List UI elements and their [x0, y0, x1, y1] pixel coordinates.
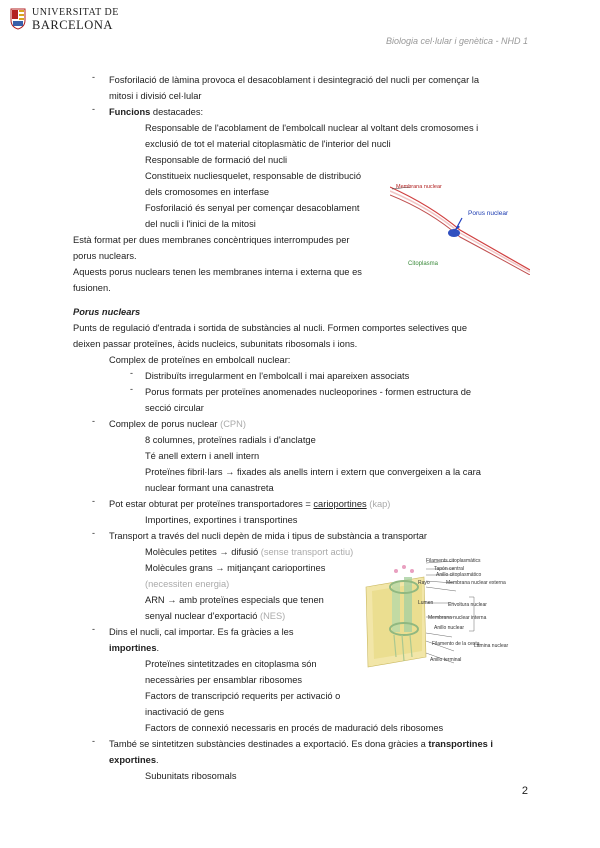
text-line: Responsable de l'acoblament de l'embolcall nuclear al voltant dels cromosomes i: [145, 123, 479, 133]
text-line: També se sintetitzen substàncies destinades a exportació. Es dona gràcies a transportines i: [109, 739, 493, 749]
carioportines-link: carioportines: [313, 499, 367, 509]
pore-complex-figure: [364, 557, 534, 687]
membrane-diagram: [390, 175, 530, 275]
bullet-dash: -: [92, 416, 95, 426]
text-line: secció circular: [145, 403, 204, 413]
text-line: Molècules petites → difusió (sense transport actiu): [145, 547, 354, 557]
bullet-dash: -: [130, 368, 133, 378]
text-line: Proteïnes fibril·lars → fixades als anells intern i extern que convergeixen a la cara: [145, 467, 481, 477]
text-line: porus nuclears.: [73, 251, 137, 261]
text-line: nuclear formant una canastreta: [145, 483, 274, 493]
text-line: Subunitats ribosomals: [145, 771, 237, 781]
section-title: Porus nuclears: [73, 307, 141, 317]
text-line: Factors de transcripció requerits per activació o: [145, 691, 341, 701]
university-name-line1: UNIVERSITAT DE: [32, 7, 119, 18]
text-line: Complex de proteïnes en embolcall nuclear:: [109, 355, 291, 365]
text-line: exportines.: [109, 755, 159, 765]
text-line: Punts de regulació d'entrada i sortida de substàncies al nucli. Formen comportes selectives que: [73, 323, 468, 333]
text-line: Pot estar obturat per proteïnes transportadores = carioportines (kap): [109, 499, 391, 509]
text-line: Constitueix nucliesquelet, responsable de distribució: [145, 171, 362, 181]
bold-term: exportines: [109, 755, 157, 765]
text-line: Està format per dues membranes concèntriques interrompudes per: [73, 235, 350, 245]
text-line: fusionen.: [73, 283, 111, 293]
text-line: dels cromosomes en interfase: [145, 187, 270, 197]
bold-term: transportines i: [428, 739, 493, 749]
text-line: Té anell extern i anell intern: [145, 451, 260, 461]
university-seal-icon: [10, 8, 26, 30]
text-line: Transport a través del nucli depèn de mida i tipus de substància a transportar: [109, 531, 427, 541]
nuclear-pore-figure: [390, 175, 530, 275]
figure-label: Porus nuclear: [468, 210, 509, 217]
text-line: inactivació de gens: [145, 707, 225, 717]
text-line: Fosforilació és senyal per començar desacoblament: [145, 203, 360, 213]
figure-label: Membrana nuclear externa: [446, 580, 506, 586]
text-line: Importines, exportines i transportines: [145, 515, 298, 525]
text-line: Dins el nucli, cal importar. Es fa gràcies a les: [109, 627, 294, 637]
figure-label: Lamina nuclear: [474, 643, 509, 649]
figure-label: Filaments citoplasmàtics: [426, 558, 481, 564]
bullet-dash: -: [92, 72, 95, 82]
text-line: del nucli i l'inici de la mitosi: [145, 219, 256, 229]
bullet-dash: -: [92, 496, 95, 506]
figure-label: Tapón central: [434, 566, 465, 572]
page-number: 2: [521, 785, 528, 797]
bullet-dash: -: [92, 528, 95, 538]
figure-label: Membrana nuclear interna: [428, 615, 487, 621]
text-line: importines.: [109, 643, 160, 653]
figure-label: Envoltura nuclear: [448, 602, 487, 608]
figure-label: Citoplasma: [408, 261, 439, 267]
bullet-dash: -: [92, 624, 95, 634]
text-line: Complex de porus nuclear (CPN): [109, 419, 246, 429]
figure-label: Anillo terminal: [430, 657, 462, 663]
bold-term: Funcions: [109, 107, 151, 117]
text-line: Factors de connexió necessaris en procés de maduració dels ribosomes: [145, 723, 444, 733]
text-line: Aquests porus nuclears tenen les membranes interna i externa que es: [73, 267, 362, 277]
text-line: mitosi i divisió cel·lular: [109, 91, 202, 101]
text-line: exclusió de tot el material citoplasmàtic de l'interior del nucli: [145, 139, 391, 149]
bullet-dash: -: [130, 384, 133, 394]
text-line: Fosforilació de làmina provoca el desacoblament i desintegració del nucli per començar la: [109, 75, 480, 85]
figure-label: Membrana nuclear: [396, 184, 442, 190]
text-line: deixen passar proteïnes, àcids nucleics, subunitats ribosomals i ions.: [73, 339, 358, 349]
text-line: Proteïnes sintetitzades en citoplasma són: [145, 659, 317, 669]
text-line: Responsable de formació del nucli: [145, 155, 288, 165]
text-line: Distribuïts irregularment en l'embolcall i mai apareixen associats: [145, 371, 410, 381]
bullet-dash: -: [92, 104, 95, 114]
text-line: Porus formats per proteïnes anomenades nucleoporines - formen estructura de: [145, 387, 472, 397]
text-line: Molècules grans → mitjançant carioportines: [145, 563, 326, 573]
text-line: 8 columnes, proteïnes radials i d'anclatge: [145, 435, 316, 445]
figure-label: Anillo citoplasmático: [436, 572, 482, 578]
figure-label: Anillo nuclear: [434, 625, 465, 631]
text-line: ARN → amb proteïnes especials que tenen: [145, 595, 324, 605]
text-line: necessàries per ensamblar ribosomes: [145, 675, 303, 685]
figure-label: Rayo: [418, 580, 430, 586]
bullet-dash: -: [92, 736, 95, 746]
figure-label: Lumen: [418, 600, 434, 606]
university-name-line2: BARCELONA: [32, 18, 113, 32]
bold-term: importines: [109, 643, 157, 653]
text-line: (necessiten energia): [145, 579, 230, 589]
text-line: Funcions destacades:: [109, 107, 204, 117]
figure-label: Filamento de la cesta: [432, 641, 480, 647]
text-line: senyal nuclear d'exportació (NES): [145, 611, 286, 621]
course-title: Biologia cel·lular i genètica - NHD 1: [385, 36, 528, 46]
